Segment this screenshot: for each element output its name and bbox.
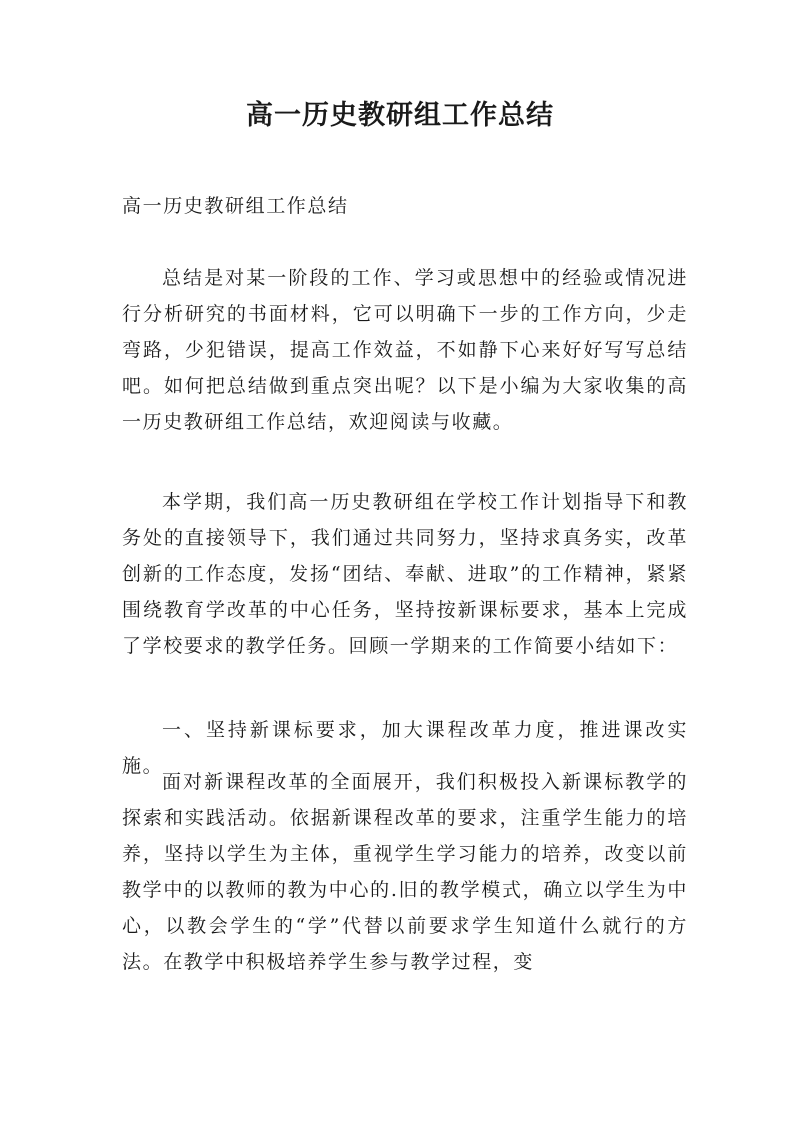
paragraph-curriculum-reform: 面对新课程改革的全面展开，我们积极投入新课标教学的探索和实践活动。依据新课程改革的要求，注重学生能力的培养，坚持以学生为主体，重视学生学习能力的培养，改变以前教学中的以教师的教为中心的.旧的教学模式，确立以学生为中心，以教会学生的“学”代替以前要求学生知道什么就行的方法。在教学中积极培养学生参与教学过程，变 (122, 771, 688, 973)
paragraph-intro: 总结是对某一阶段的工作、学习或思想中的经验或情况进行分析研究的书面材料，它可以明确下一步的工作方向，少走弯路，少犯错误，提高工作效益，不如静下心来好好写写总结吧。如何把总结做到重点突出呢？以下是小编为大家收集的高一历史教研组工作总结，欢迎阅读与收藏。 (122, 267, 688, 433)
document-title: 高一历史教研组工作总结 (246, 100, 554, 131)
document-subtitle: 高一历史教研组工作总结 (122, 195, 349, 217)
paragraph-semester-overview: 本学期，我们高一历史教研组在学校工作计划指导下和教务处的直接领导下，我们通过共同努力，坚持求真务实，改革创新的工作态度，发扬“团结、奉献、进取”的工作精神，紧紧围绕教育学改革的中心任务，坚持按新课标要求，基本上完成了学校要求的教学任务。回顾一学期来的工作简要小结如下： (122, 491, 688, 657)
section-heading-1: 一、坚持新课标要求，加大课程改革力度，推进课改实施。 (122, 719, 688, 777)
